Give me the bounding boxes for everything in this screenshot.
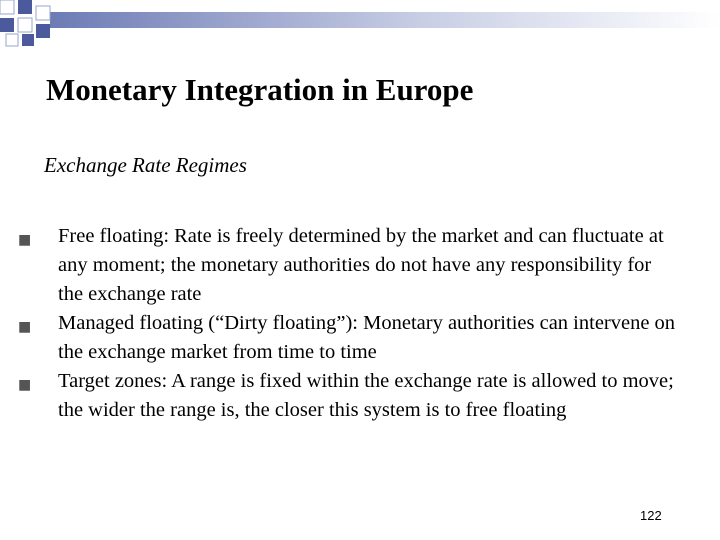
square-bullet-icon: ■ <box>18 377 32 393</box>
deco-square <box>36 6 50 20</box>
page-number: 122 <box>640 508 662 523</box>
header-gradient-bar <box>50 12 720 28</box>
square-bullet-icon: ■ <box>18 319 32 335</box>
deco-square <box>6 34 18 46</box>
square-bullet-icon: ■ <box>18 232 32 248</box>
deco-square <box>36 24 50 38</box>
deco-square <box>18 0 32 14</box>
header-decoration <box>0 0 720 48</box>
bullet-item <box>0 367 720 425</box>
bullet-item <box>0 222 720 309</box>
deco-square <box>0 18 14 32</box>
bullet-text: Managed floating (“Dirty floating”): Monetary authorities can intervene on the exchange market from time to time <box>58 312 676 363</box>
bullet-text: Free floating: Rate is freely determined by the market and can fluctuate at any moment; the monetary authorities do not have any responsibility for the exchange rate <box>58 225 664 305</box>
bullet-list <box>0 222 720 425</box>
deco-square <box>0 0 14 14</box>
deco-square <box>22 34 34 46</box>
bullet-item <box>0 309 720 367</box>
bullet-text: Target zones: A range is fixed within the exchange rate is allowed to move; the wider the range is, the closer this system is to free floating <box>58 370 674 421</box>
deco-square <box>18 18 32 32</box>
slide-title: Monetary Integration in Europe <box>46 72 474 107</box>
slide-subtitle: Exchange Rate Regimes <box>44 153 247 177</box>
